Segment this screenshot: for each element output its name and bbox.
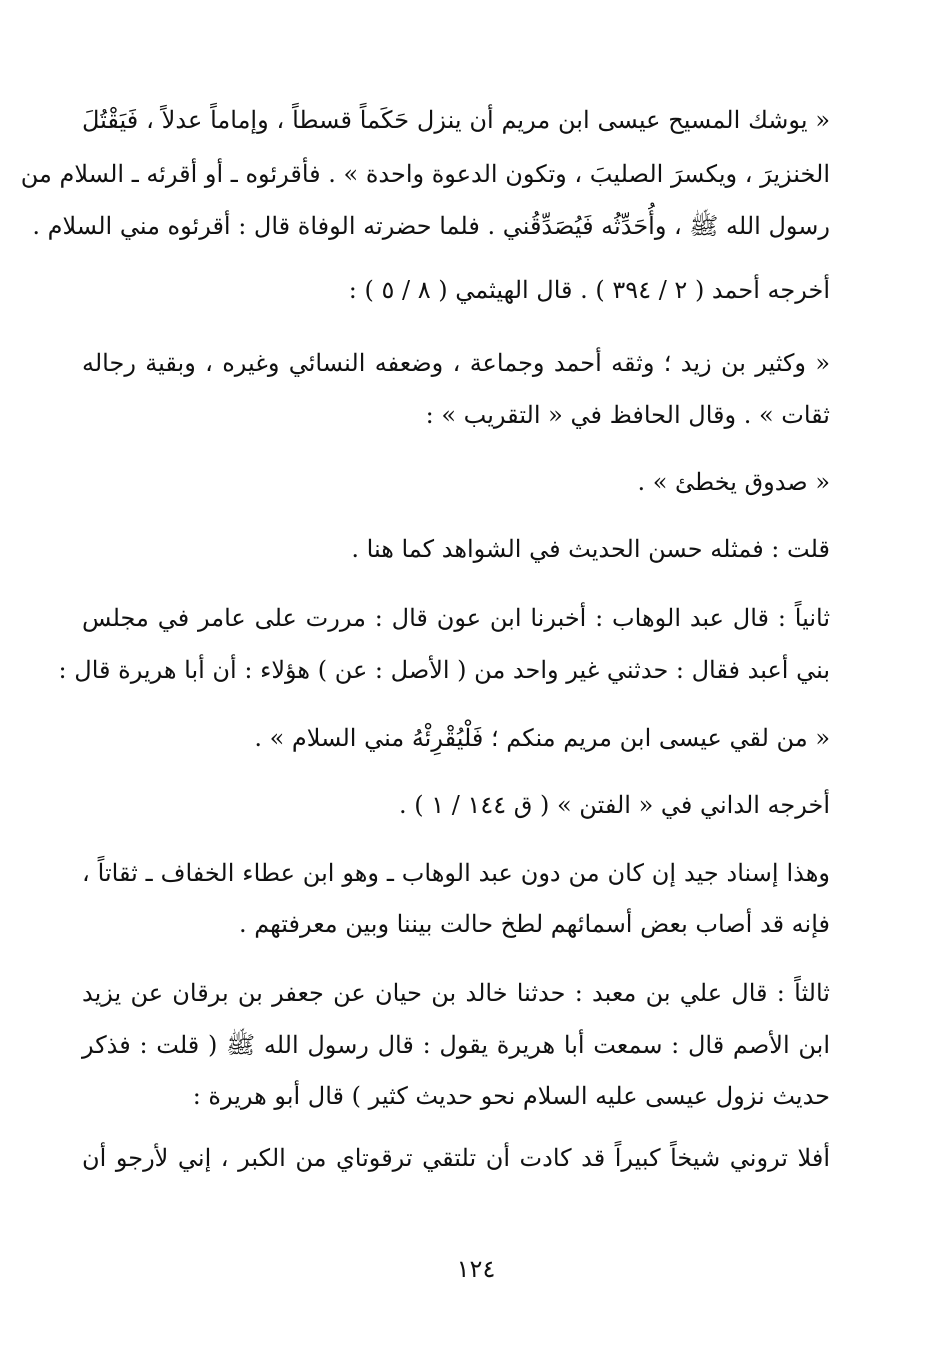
paragraph-1-line-3: رسول الله ﷺ ، وأُحَدِّثُه فَيُصَدِّقُني . فلما حضرته الوفاة قال : أقرئوه مني السلام . [32,212,830,240]
paragraph-7-line-1: « من لقي عيسى ابن مريم منكم ؛ فَلْيُقْرِئْهُ مني السلام » . [254,724,830,752]
paragraph-9-line-2: فإنه قد أصاب بعض أسمائهم لطخ حالت بيننا وبين معرفتهم . [238,910,830,938]
paragraph-1-line-1: « يوشك المسيح عيسى ابن مريم أن ينزل حَكَماً قسطاً ، وإماماً عدلاً ، فَيَقْتُلَ [82,106,830,134]
paragraph-1-line-2: الخنزيرَ ، ويكسرَ الصليبَ ، وتكون الدعوة واحدة » . فأقرئوه ـ أو أقرئه ـ السلام من [20,160,830,188]
paragraph-8-line-1: أخرجه الداني في « الفتن » ( ق ١٤٤ / ١ ) . [398,791,830,819]
main-text [20,0,830,1240]
paragraph-10-line-3: حديث نزول عيسى عليه السلام نحو حديث كثير ) قال أبو هريرة : [192,1082,830,1110]
paragraph-4-line-1: « صدوق يخطئ » . [637,468,830,496]
paragraph-5-line-1: قلت : فمثله حسن الحديث في الشواهد كما هنا . [351,535,830,563]
paragraph-9-line-1: وهذا إسناد جيد إن كان من دون عبد الوهاب ـ وهو ابن عطاء الخفاف ـ ثقاتاً ، [82,859,830,887]
paragraph-11-line-1: أفلا تروني شيخاً كبيراً قد كادت أن تلتقي ترقوتاي من الكبر ، إني لأرجو أن [82,1144,830,1172]
paragraph-6-line-1: ثانياً : قال عبد الوهاب : أخبرنا ابن عون قال : مررت على عامر في مجلس [82,604,830,632]
paragraph-3-line-1: « وكثير بن زيد ؛ وثقه أحمد وجماعة ، وضعفه النسائي وغيره ، وبقية رجاله [82,349,830,377]
paragraph-10-line-1: ثالثاً : قال علي بن معبد : حدثنا خالد بن حيان عن جعفر بن برقان عن يزيد [82,979,830,1007]
page-number: ١٢٤ [456,1255,496,1283]
paragraph-3-line-2: ثقات » . وقال الحافظ في « التقريب » : [425,401,830,429]
paragraph-6-line-2: بني أعبد فقال : حدثني غير واحد من ( الأصل : عن ) هؤلاء : أن أبا هريرة قال : [58,656,830,684]
paragraph-2-line-1: أخرجه أحمد ( ٢ / ٣٩٤ ) . قال الهيثمي ( ٨ / ٥ ) : [348,276,830,304]
paragraph-10-line-2: ابن الأصم قال : سمعت أبا هريرة يقول : قال رسول الله ﷺ ( قلت : فذكر [82,1031,830,1059]
